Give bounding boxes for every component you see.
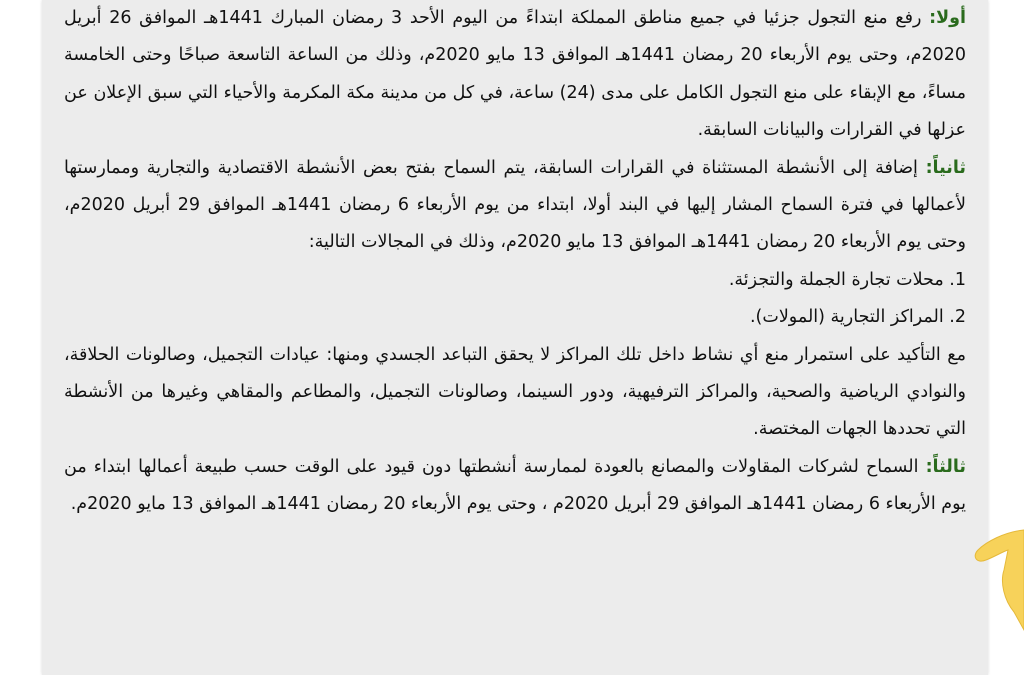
clause-second-text: إضافة إلى الأنشطة المستثناة في القرارات السابقة، يتم السماح بفتح بعض الأنشطة الاقتصادية والتجارية وممارستها لأعمالها في فترة السماح المشار إليها في البند أولا، ابتداء من يوم الأربعاء 6 رمضان 1441هـ الموافق 29 أبريل 2020م، وحتى يوم الأربعاء 20 رمضان 1441هـ الموافق 13 مايو 2020م، وذلك في المجالات التالية: [64, 157, 966, 253]
pointing-hand-icon [964, 520, 1024, 640]
list-item-malls: 2. المراكز التجارية (المولات). [749, 307, 966, 328]
list-item-wholesale: 1. محلات تجارة الجملة والتجزئة. [728, 269, 966, 290]
clause-second [64, 150, 966, 262]
document-body [64, 0, 966, 524]
clause-first-text: رفع منع التجول جزئيا في جميع مناطق المملكة ابتداءً من اليوم الأحد 3 رمضان المبارك 1441هـ الموافق 26 أبريل 2020م، وحتى يوم الأربعاء 20 رمضان 1441هـ الموافق 13 مايو 2020م، وذلك من الساعة التاسعة صباحًا وحتى الخامسة مساءً، مع الإبقاء على منع التجول الكامل على مدى (24) ساعة، في كل من مدينة مكة المكرمة والأحياء التي سبق الإعلان عن عزلها في القرارات والبيانات السابقة. [64, 8, 966, 141]
clause-second-note: مع التأكيد على استمرار منع أي نشاط داخل تلك المراكز لا يحقق التباعد الجسدي ومنها: عيادات التجميل، وصالونات الحلاقة، والنوادي الرياضية والصحية، والمراكز الترفيهية، ودور السينما، وصالونات التجميل، والمطاعم والمقاهي وغيرها من الأنشطة التي تحددها الجهات المختصة. [64, 344, 966, 440]
clause-third-heading: ثالثاً: [925, 456, 966, 477]
clause-first-heading: أولا: [929, 8, 966, 28]
document-page [42, 0, 988, 675]
clause-third [64, 449, 966, 524]
clause-second-heading: ثانياً: [925, 157, 966, 178]
clause-third-text: السماح لشركات المقاولات والمصانع بالعودة لممارسة أنشطتها دون قيود على الوقت حسب طبيعة أعمالها ابتداء من يوم الأربعاء 6 رمضان 1441هـ الموافق 29 أبريل 2020م ، وحتى يوم الأربعاء 20 رمضان 1441هـ الموافق 13 مايو 2020م. [64, 456, 966, 515]
clause-first [64, 0, 966, 150]
